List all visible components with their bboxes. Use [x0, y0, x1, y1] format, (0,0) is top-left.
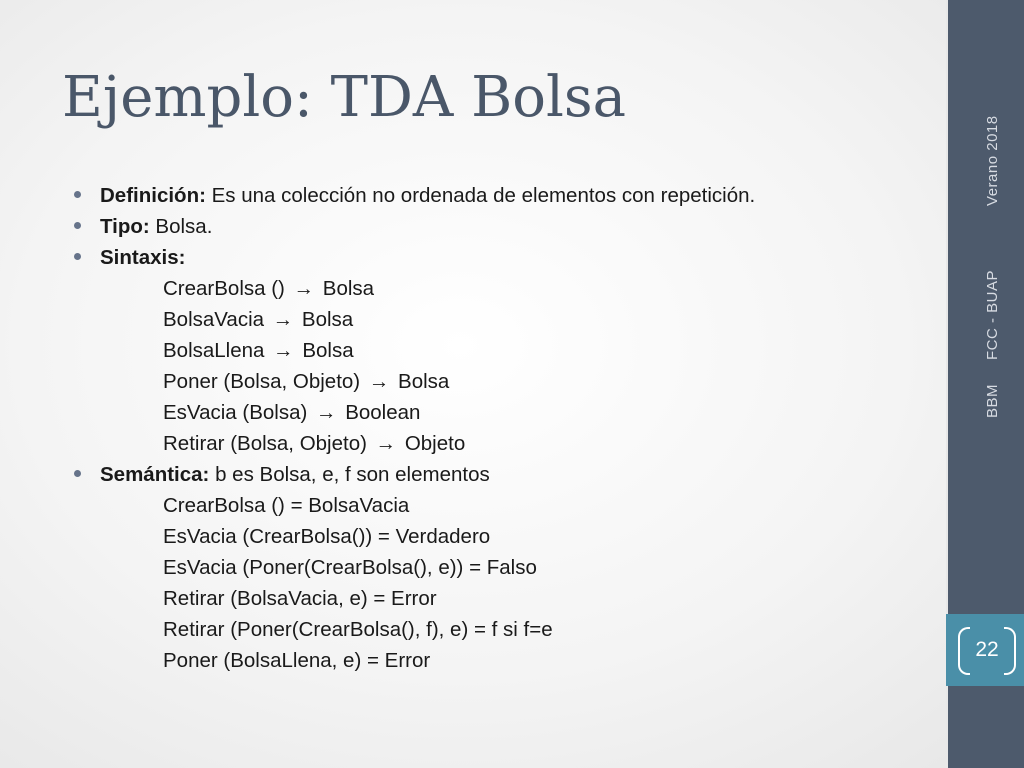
- bullet-text: b es Bolsa, e, f son elementos: [209, 463, 490, 486]
- indented-line: [70, 335, 930, 366]
- indented-line: [70, 521, 930, 552]
- bullet-label: Semántica:: [100, 463, 210, 486]
- signature-operation: Poner (Bolsa, Objeto): [163, 370, 366, 393]
- bullet-item: [70, 180, 930, 211]
- signature-return-type: Bolsa: [317, 277, 375, 300]
- indented-line: [70, 645, 930, 676]
- bullet-icon: [74, 253, 81, 260]
- indented-line: [70, 366, 930, 397]
- bullet-label: Sintaxis:: [100, 246, 186, 269]
- indented-line: [70, 428, 930, 459]
- signature-return-type: Bolsa: [392, 370, 450, 393]
- signature-operation: Retirar (Bolsa, Objeto): [163, 432, 373, 455]
- bullet-label: Definición:: [100, 184, 206, 207]
- signature-return-type: Boolean: [339, 401, 421, 424]
- signature-return-type: Bolsa: [296, 308, 354, 331]
- arrow-right-icon: →: [375, 432, 397, 455]
- arrow-right-icon: →: [272, 308, 294, 331]
- semantic-axiom: Retirar (Poner(CrearBolsa(), f), e) = f si f=e: [163, 618, 553, 641]
- bullet-text: Bolsa.: [149, 215, 213, 238]
- semantic-axiom: EsVacia (Poner(CrearBolsa(), e)) = Falso: [163, 556, 537, 579]
- bullet-icon: [74, 470, 81, 477]
- page-number: 22: [975, 638, 999, 661]
- bullet-label: Tipo:: [100, 215, 150, 238]
- slide-body: [70, 180, 930, 676]
- bullet-item: [70, 211, 930, 242]
- semantic-axiom: EsVacia (CrearBolsa()) = Verdadero: [163, 525, 491, 548]
- bullet-text: Es una colección no ordenada de elementos con repetición.: [205, 184, 756, 207]
- arrow-right-icon: →: [293, 277, 315, 300]
- signature-operation: CrearBolsa (): [163, 277, 291, 300]
- page-number-frame: [958, 627, 1016, 673]
- footer-org: FCC - BUAP: [984, 269, 1001, 360]
- signature-return-type: Objeto: [399, 432, 466, 455]
- indented-line: [70, 273, 930, 304]
- indented-line: [70, 614, 930, 645]
- signature-operation: EsVacia (Bolsa): [163, 401, 314, 424]
- signature-operation: BolsaLlena: [163, 339, 271, 362]
- vertical-footer: [984, 115, 1001, 418]
- signature-operation: BolsaVacia: [163, 308, 270, 331]
- indented-line: [70, 490, 930, 521]
- indented-line: [70, 552, 930, 583]
- footer-author: BBM: [984, 383, 1001, 418]
- bullet-icon: [74, 191, 81, 198]
- arrow-right-icon: →: [316, 401, 337, 424]
- slide-title: Ejemplo: TDA Bolsa: [62, 65, 627, 130]
- semantic-axiom: CrearBolsa () = BolsaVacia: [163, 494, 410, 517]
- semantic-axiom: Retirar (BolsaVacia, e) = Error: [163, 587, 437, 610]
- indented-line: [70, 583, 930, 614]
- semantic-axiom: Poner (BolsaLlena, e) = Error: [163, 649, 431, 672]
- indented-line: [70, 397, 930, 428]
- bullet-item: [70, 242, 930, 273]
- arrow-right-icon: →: [368, 370, 390, 393]
- arrow-right-icon: →: [273, 339, 294, 362]
- bullet-item: [70, 459, 930, 490]
- indented-line: [70, 304, 930, 335]
- bullet-icon: [74, 222, 81, 229]
- footer-term: Verano 2018: [984, 115, 1001, 206]
- signature-return-type: Bolsa: [296, 339, 354, 362]
